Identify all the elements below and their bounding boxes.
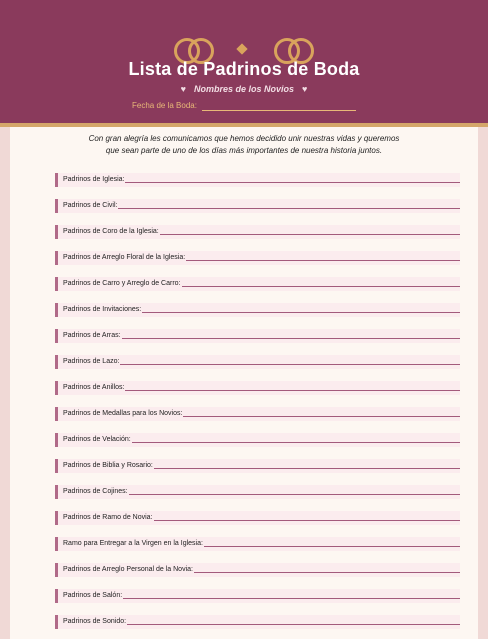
- godparent-field[interactable]: [55, 381, 460, 395]
- godparent-field[interactable]: [55, 433, 460, 447]
- godparent-field[interactable]: [55, 173, 460, 187]
- godparent-field[interactable]: [55, 407, 460, 421]
- intro-line-2: que sean parte de uno de los días más importantes de nuestra historia juntos.: [105, 146, 383, 155]
- heart-icon: ♥: [302, 84, 308, 94]
- wedding-date-label: Fecha de la Boda:: [132, 101, 197, 110]
- godparent-field[interactable]: [55, 589, 460, 603]
- godparent-field-label: Padrinos de Carro y Arreglo de Carro:: [63, 280, 181, 287]
- godparent-field-label: Padrinos de Arreglo Floral de la Iglesia:: [63, 254, 186, 261]
- godparent-field-line[interactable]: [64, 338, 460, 339]
- godparent-field[interactable]: [55, 511, 460, 525]
- godparent-field-label: Padrinos de Coro de la Iglesia:: [63, 228, 159, 235]
- page-title: Lista de Padrinos de Boda: [128, 59, 360, 79]
- godparent-field-label: Padrinos de Biblia y Rosario:: [63, 462, 153, 469]
- godparent-field[interactable]: [55, 459, 460, 473]
- godparent-field[interactable]: [55, 303, 460, 317]
- godparent-field-label: Padrinos de Invitaciones:: [63, 306, 142, 313]
- godparent-field-label: Padrinos de Sonido:: [63, 618, 127, 625]
- godparent-field-label: Ramo para Entregar a la Virgen en la Iglesia:: [63, 540, 203, 547]
- godparent-field[interactable]: [55, 225, 460, 239]
- godparent-field-line[interactable]: [64, 364, 460, 365]
- godparent-field-line[interactable]: [64, 208, 460, 209]
- godparent-field[interactable]: [55, 563, 460, 577]
- couple-names-line: [0, 84, 488, 94]
- godparent-field-label: Padrinos de Arreglo Personal de la Novia:: [63, 566, 193, 573]
- godparent-field-line[interactable]: [64, 598, 460, 599]
- godparent-field[interactable]: [55, 615, 460, 629]
- godparent-field-label: Padrinos de Anillos:: [63, 384, 125, 391]
- godparent-field-label: Padrinos de Iglesia:: [63, 176, 125, 183]
- intro-line-1: Con gran alegría les comunicamos que hemos decidido unir nuestras vidas y queremos: [88, 134, 400, 143]
- godparent-field[interactable]: [55, 537, 460, 551]
- godparent-field[interactable]: [55, 277, 460, 291]
- heart-icon: ♥: [180, 84, 186, 94]
- godparent-field[interactable]: [55, 251, 460, 265]
- godparent-field-label: Padrinos de Arras:: [63, 332, 121, 339]
- godparent-field-label: Padrinos de Lazo:: [63, 358, 120, 365]
- godparent-field-label: Padrinos de Ramo de Novia:: [63, 514, 153, 521]
- wedding-date-field[interactable]: [132, 101, 372, 113]
- godparent-field-label: Padrinos de Cojines:: [63, 488, 128, 495]
- godparent-field-label: Padrinos de Medallas para los Novios:: [63, 410, 183, 417]
- wedding-date-line[interactable]: [202, 110, 356, 111]
- godparent-field[interactable]: [55, 199, 460, 213]
- couple-names-label: Nombres de los Novios: [193, 84, 295, 94]
- godparent-field[interactable]: [55, 485, 460, 499]
- intro-text: [20, 133, 468, 157]
- godparent-field-label: Padrinos de Civil:: [63, 202, 118, 209]
- godparent-field[interactable]: [55, 329, 460, 343]
- godparent-field-label: Padrinos de Salón:: [63, 592, 123, 599]
- godparent-field-label: Padrinos de Velación:: [63, 436, 131, 443]
- godparent-field[interactable]: [55, 355, 460, 369]
